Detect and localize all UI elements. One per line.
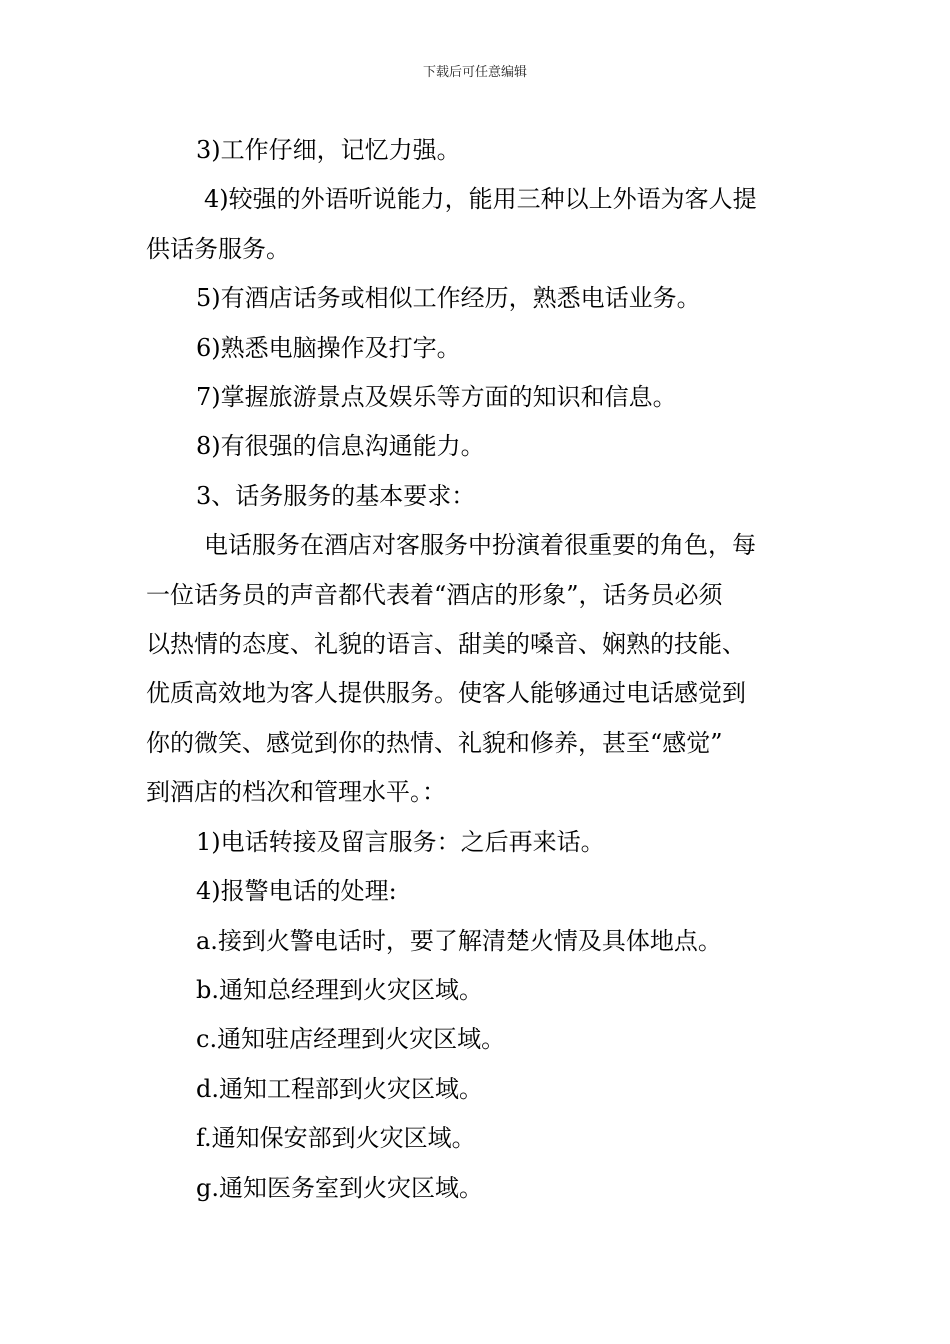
list-item: b.通知总经理到火灾区域。: [196, 975, 483, 1004]
paragraph-line: 优质高效地为客人提供服务。使客人能够通过电话感觉到: [146, 679, 746, 708]
page-header-note: 下载后可任意编辑: [422, 65, 527, 80]
paragraph-line: 7)掌握旅游景点及娱乐等方面的知识和信息。: [196, 383, 677, 412]
section-heading: 3、话务服务的基本要求：: [196, 481, 476, 510]
list-item: a.接到火警电话时，要了解清楚火情及具体地点。: [196, 926, 722, 955]
paragraph-line: 你的微笑、感觉到你的热情、礼貌和修养，甚至“感觉”: [146, 728, 723, 757]
paragraph-line: 8)有很强的信息沟通能力。: [196, 432, 485, 461]
paragraph-line: 到酒店的档次和管理水平。：: [146, 778, 446, 807]
paragraph-line: 4)报警电话的处理:: [196, 877, 397, 906]
paragraph-line: 一位话务员的声音都代表着“酒店的形象”，话务员必须: [146, 580, 723, 609]
paragraph-line: 以热情的态度、礼貌的语言、甜美的嗓音、娴熟的技能、: [146, 630, 746, 659]
list-item: f.通知保安部到火灾区域。: [196, 1124, 476, 1153]
paragraph-line: 电话服务在酒店对客服务中扮演着很重要的角色，每: [204, 531, 756, 560]
paragraph-line: 3)工作仔细，记忆力强。: [196, 136, 461, 164]
paragraph-line: 供话务服务。: [146, 234, 290, 263]
paragraph-line: 5)有酒店话务或相似工作经历，熟悉电话业务。: [196, 284, 701, 313]
list-item: g.通知医务室到火灾区域。: [196, 1173, 483, 1202]
paragraph-line: 4)较强的外语听说能力，能用三种以上外语为客人提: [204, 185, 757, 214]
paragraph-line: 6)熟悉电脑操作及打字。: [196, 333, 461, 362]
document-body: [146, 126, 806, 1213]
paragraph-line: 1)电话转接及留言服务：之后再来话。: [196, 827, 605, 856]
list-item: c.通知驻店经理到火灾区域。: [196, 1025, 506, 1054]
list-item: d.通知工程部到火灾区域。: [196, 1074, 483, 1103]
